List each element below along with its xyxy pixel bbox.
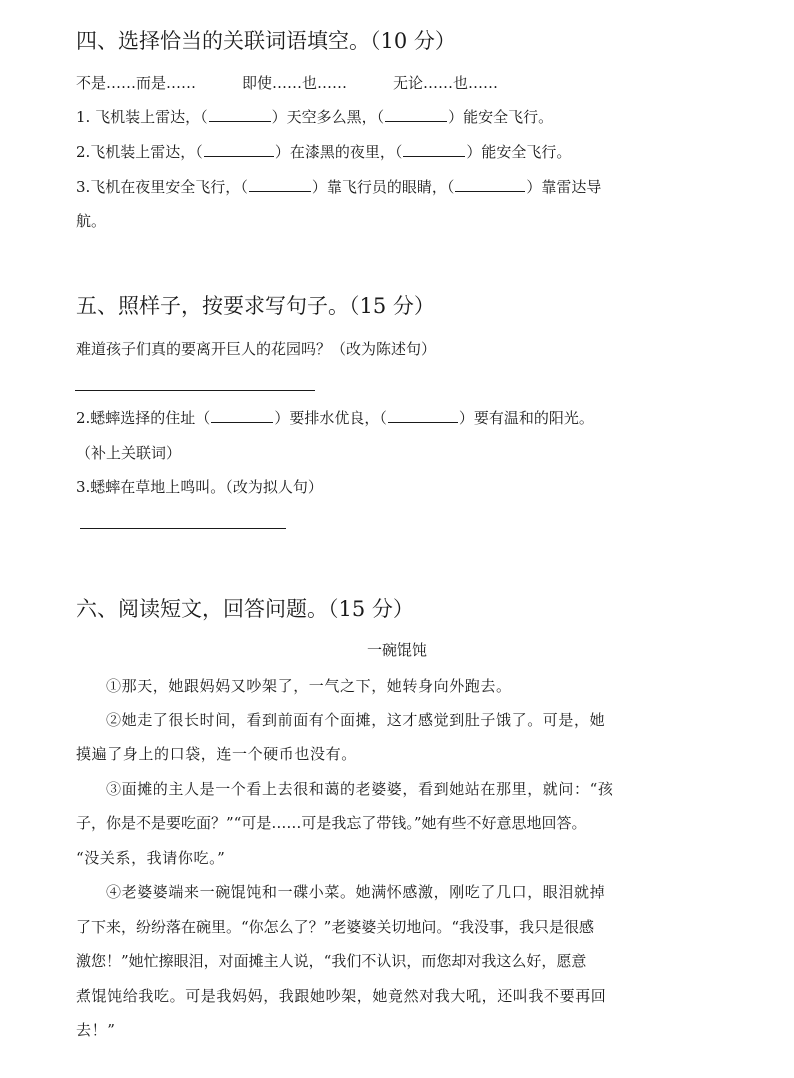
answer-line-1[interactable] bbox=[75, 390, 315, 391]
passage-title: 一碗馄饨 bbox=[366, 641, 427, 659]
passage-line: ②她走了很长时间，看到前面有个面摊，这才感觉到肚子饿了。可是，她 bbox=[106, 711, 606, 729]
s4-question-2: 2.飞机装上雷达，（ ）在漆黑的夜里，（ ）能安全飞行。 bbox=[76, 143, 572, 161]
fill-blank[interactable] bbox=[385, 108, 447, 122]
option-3: 无论……也…… bbox=[393, 74, 499, 92]
passage-line: 煮馄饨给我吃。可是我妈妈，我跟她吵架，她竟然对我大吼，还叫我不要再回 bbox=[76, 987, 607, 1005]
passage-line: 摸遍了身上的口袋，连一个硬币也没有。 bbox=[76, 745, 357, 763]
passage-line: ③面摊的主人是一个看上去很和蔼的老婆婆，看到她站在那里，就问：“孩 bbox=[106, 780, 614, 798]
s5-question-3: 3.蟋蟀在草地上鸣叫。（改为拟人句） bbox=[76, 478, 323, 496]
passage-line: ①那天，她跟妈妈又吵架了，一气之下，她转身向外跑去。 bbox=[106, 677, 512, 695]
s4-question-3-cont: 航。 bbox=[76, 212, 107, 230]
fill-blank[interactable] bbox=[403, 143, 465, 157]
s4-question-1: 1. 飞机装上雷达，（ ）天空多么黑，（ ）能安全飞行。 bbox=[76, 108, 554, 126]
fill-blank[interactable] bbox=[388, 409, 458, 423]
section-6-heading: 六、阅读短文，回答问题。（15 分） bbox=[76, 597, 414, 621]
s5-question-2-note: （补上关联词） bbox=[76, 444, 182, 462]
answer-line-2[interactable] bbox=[80, 528, 286, 529]
s5-question-2: 2.蟋蟀选择的住址（ ）要排水优良，（ ）要有温和的阳光。 bbox=[76, 409, 594, 427]
passage-line: 子，你是不是要吃面？”“可是……可是我忘了带钱。”她有些不好意思地回答。 bbox=[76, 814, 587, 832]
section-5-heading: 五、照样子，按要求写句子。（15 分） bbox=[76, 294, 435, 318]
passage-line: 激您！”她忙擦眼泪，对面摊主人说，“我们不认识，而您却对我这么好，愿意 bbox=[76, 952, 587, 970]
fill-blank[interactable] bbox=[249, 178, 311, 192]
fill-blank[interactable] bbox=[211, 409, 273, 423]
passage-line: 去！” bbox=[76, 1021, 116, 1039]
option-1: 不是……而是…… bbox=[76, 74, 197, 92]
s4-question-3: 3.飞机在夜里安全飞行，（ ）靠飞行员的眼睛，（ ）靠雷达导 bbox=[76, 178, 602, 196]
fill-blank[interactable] bbox=[209, 108, 271, 122]
passage-line: ④老婆婆端来一碗馄饨和一碟小菜。她满怀感激，刚吃了几口，眼泪就掉 bbox=[106, 883, 606, 901]
section-4-heading: 四、选择恰当的关联词语填空。（10 分） bbox=[76, 29, 456, 53]
s5-question-1: 难道孩子们真的要离开巨人的花园吗？（改为陈述句） bbox=[76, 340, 437, 358]
passage-line: “没关系，我请你吃。” bbox=[76, 849, 226, 867]
fill-blank[interactable] bbox=[455, 178, 525, 192]
option-2: 即使……也…… bbox=[242, 74, 348, 92]
conjunction-options bbox=[76, 73, 498, 93]
fill-blank[interactable] bbox=[204, 143, 274, 157]
passage-line: 了下来，纷纷落在碗里。“你怎么了？”老婆婆关切地问。“我没事，我只是很感 bbox=[76, 918, 595, 936]
